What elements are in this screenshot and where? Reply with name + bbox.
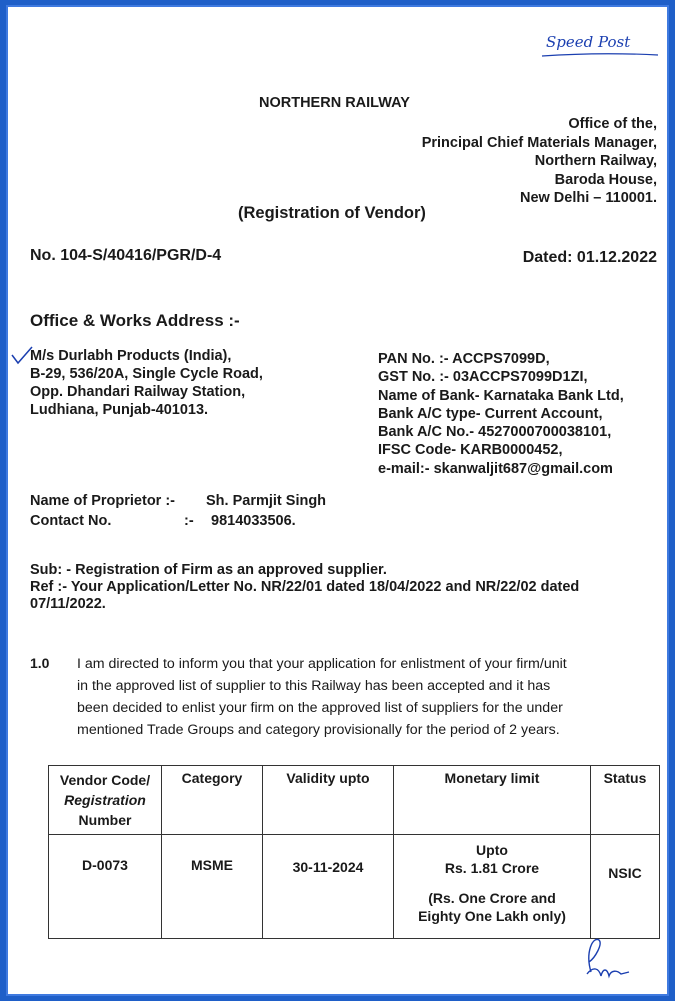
subject: Sub: - Registration of Firm as an approved supplier.: [30, 562, 387, 578]
monetary-line: Upto: [476, 842, 508, 858]
paragraph-line: I am directed to inform you that your application for enlistment of your firm/unit: [77, 656, 567, 672]
cell-status: NSIC: [591, 835, 660, 939]
office-address: [422, 115, 657, 208]
table-header-row: [49, 766, 660, 835]
address-line: M/s Durlabh Products (India),: [30, 348, 232, 364]
doc-title: (Registration of Vendor): [238, 204, 426, 222]
table-row: [49, 835, 660, 939]
monetary-line: Rs. 1.81 Crore: [444, 860, 540, 876]
reference-line-1: Ref :- Your Application/Letter No. NR/22/01 dated 18/04/2022 and NR/22/02 dated: [30, 579, 580, 595]
monetary-line: Eighty One Lakh only): [418, 908, 566, 924]
address-heading: Office & Works Address :-: [30, 311, 240, 330]
cell-validity: 30-11-2024: [263, 835, 394, 939]
bank-line: GST No. :- 03ACCPS7099D1ZI,: [378, 369, 588, 386]
header-validity: Validity upto: [263, 766, 394, 835]
contact-separator: :-: [184, 513, 194, 529]
contact-value: 9814033506.: [211, 513, 296, 529]
cell-monetary-limit: [394, 835, 591, 939]
paragraph-number: 1.0: [30, 655, 50, 671]
bank-details: [378, 350, 624, 478]
office-line: Principal Chief Materials Manager,: [421, 134, 657, 151]
bank-line: Bank A/C No.- 4527000700038101,: [378, 424, 612, 441]
address-line: B-29, 536/20A, Single Cycle Road,: [30, 366, 263, 382]
office-line: Baroda House,: [554, 171, 657, 188]
header-vendor-code: [49, 766, 162, 835]
cell-vendor-code: D-0073: [49, 835, 162, 939]
monetary-line: (Rs. One Crore and: [428, 890, 556, 906]
office-line: Northern Railway,: [534, 153, 657, 169]
address-line: Ludhiana, Punjab-401013.: [30, 402, 209, 418]
header-category: Category: [162, 766, 263, 835]
header-line: Number: [78, 812, 132, 828]
reference-line-2: 07/11/2022.: [30, 596, 106, 612]
proprietor-label: Name of Proprietor :-: [30, 493, 176, 509]
bank-line: e-mail:- skanwaljit687@gmail.com: [378, 460, 613, 477]
office-line: Office of the,: [568, 116, 657, 132]
contact-label: Contact No.: [30, 513, 112, 529]
address-line: Opp. Dhandari Railway Station,: [30, 384, 246, 400]
bank-line: Bank A/C type- Current Account,: [378, 405, 603, 422]
bank-line: PAN No. :- ACCPS7099D,: [378, 351, 550, 367]
paragraph-line: mentioned Trade Groups and category provisionally for the period of 2 years.: [77, 722, 560, 738]
cell-category: MSME: [162, 835, 263, 939]
paragraph-line: in the approved list of supplier to this Railway has been accepted and it has: [77, 678, 551, 694]
bank-line: Name of Bank- Karnataka Bank Ltd,: [378, 387, 624, 404]
header-status: Status: [591, 766, 660, 835]
document-page: [6, 5, 669, 996]
signature-scribble: [573, 932, 633, 982]
speed-post-annotation: Speed Post: [546, 33, 631, 51]
proprietor-value: Sh. Parmjit Singh: [206, 493, 327, 509]
vendor-address: [30, 347, 263, 419]
paragraph-text: [77, 653, 567, 741]
header-line: Registration: [64, 792, 146, 808]
header-monetary-limit: Monetary limit: [394, 766, 591, 835]
reference-number: No. 104-S/40416/PGR/D-4: [30, 247, 222, 264]
vendor-registration-table: [48, 765, 660, 939]
office-line: New Delhi – 110001.: [519, 190, 657, 206]
date: Dated: 01.12.2022: [522, 249, 657, 266]
annotation-underline: [540, 51, 660, 59]
org-name: NORTHERN RAILWAY: [259, 95, 410, 111]
bank-line: IFSC Code- KARB0000452,: [378, 442, 563, 459]
header-line: Vendor Code/: [59, 772, 151, 788]
paragraph-line: been decided to enlist your firm on the approved list of suppliers for the under: [77, 700, 563, 716]
